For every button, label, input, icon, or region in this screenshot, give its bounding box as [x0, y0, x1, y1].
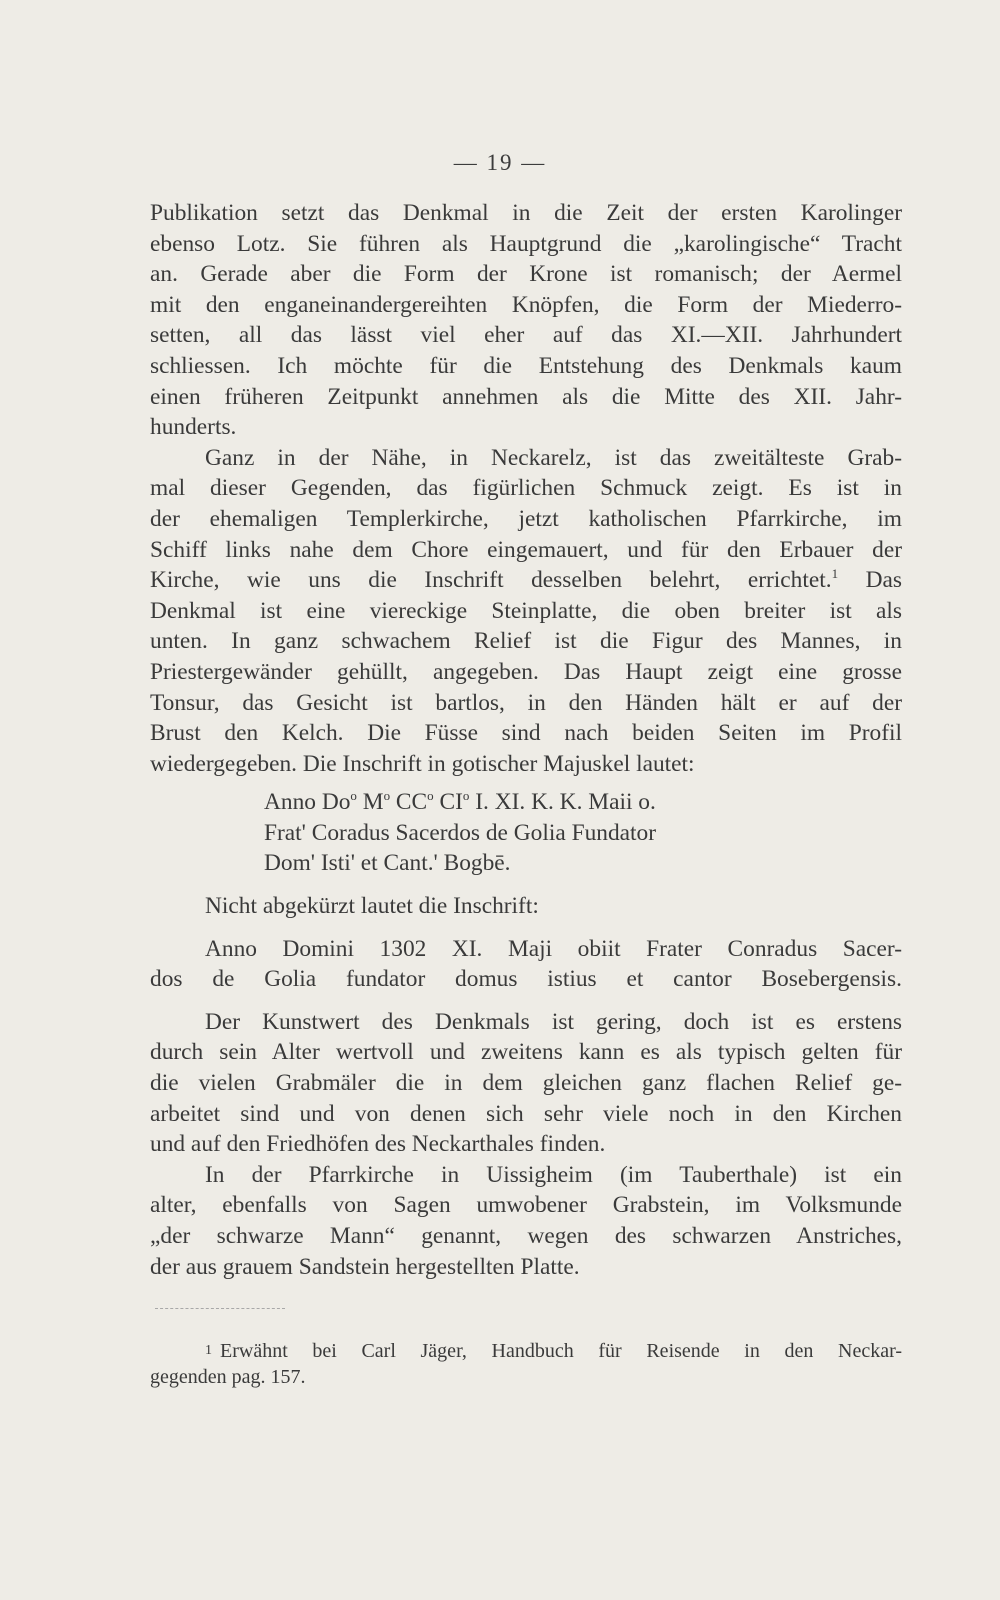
text-line: und auf den Friedhöfen des Neckarthales finden.	[150, 1131, 606, 1158]
text-line: unten. In ganz schwachem Relief ist die Figur des Mannes, in	[150, 628, 902, 655]
text-line: an. Gerade aber die Form der Krone ist romanisch; der Aermel	[150, 261, 902, 288]
footnote-divider	[155, 1308, 285, 1309]
text-line: Schiff links nahe dem Chore eingemauert, und für den Erbauer der	[150, 536, 902, 563]
superscript: o	[462, 788, 470, 804]
text-line: Publikation setzt das Denkmal in die Zeit der ersten Karolinger	[150, 200, 902, 226]
footnote-line	[150, 1338, 902, 1364]
text-line: arbeitet sind und von denen sich sehr viele noch in den Kirchen	[150, 1100, 902, 1127]
text-line: Brust den Kelch. Die Füsse sind nach beiden Seiten im Profil	[150, 720, 902, 747]
text-line: Nicht abgekürzt lautet die Inschrift:	[205, 893, 539, 920]
text-line: mit den enganeinandergereihten Knöpfen, die Form der Miederro-	[150, 291, 902, 318]
text-line: „der schwarze Mann“ genannt, wegen des schwarzen Anstriches,	[150, 1223, 902, 1249]
paragraph-start-line: In der Pfarrkirche in Uissigheim (im Tauberthale) ist ein	[205, 1161, 902, 1188]
inscription-segment: Anno Do	[264, 789, 351, 816]
text-line: Denkmal ist eine viereckige Steinplatte, die oben breiter ist als	[150, 597, 902, 624]
text-line: hunderts.	[150, 414, 237, 441]
inscription-segment: I. XI. K. K. Maii o.	[469, 789, 656, 816]
text-line: wiedergegeben. Die Inschrift in gotischer Majuskel lautet:	[150, 750, 695, 777]
text-line: schliessen. Ich möchte für die Entstehung des Denkmals kaum	[150, 352, 902, 379]
inscription-line: Dom' Isti' et Cant.' Bogbē.	[264, 850, 511, 877]
superscript: o	[427, 788, 434, 804]
inscription-segment: M	[356, 789, 384, 816]
text-line-with-note	[150, 565, 902, 596]
inscription-line	[150, 787, 902, 818]
text-line: ebenso Lotz. Sie führen als Hauptgrund die „karolingische“ Tracht	[150, 230, 902, 257]
inscription-segment: CI	[433, 789, 463, 816]
text-segment: Kirche, wie uns die Inschrift desselben belehrt, errichtet.	[150, 567, 832, 594]
footnote-line: gegenden pag. 157.	[150, 1366, 306, 1388]
text-segment: Das	[838, 567, 902, 594]
paragraph-start-line: Der Kunstwert des Denkmals ist gering, doch ist es erstens	[205, 1008, 902, 1035]
text-line: einen früheren Zeitpunkt annehmen als die Mitte des XII. Jahr-	[150, 383, 902, 410]
transcription-line: Anno Domini 1302 XI. Maji obiit Frater Conradus Sacer-	[205, 935, 902, 962]
inscription-segment: CC	[390, 789, 428, 816]
inscription-line: Frat' Coradus Sacerdos de Golia Fundator	[264, 819, 657, 846]
superscript: o	[350, 788, 357, 804]
footnote-reference: 1	[831, 566, 839, 582]
footnote-text: Erwähnt bei Carl Jäger, Handbuch für Reisende in den Neckar-	[220, 1340, 902, 1362]
text-line: mal dieser Gegenden, das figürlichen Schmuck zeigt. Es ist in	[150, 475, 902, 502]
text-line: die vielen Grabmäler die in dem gleichen ganz flachen Relief ge-	[150, 1070, 902, 1097]
text-line: Priestergewänder gehüllt, angegeben. Das Haupt zeigt eine grosse	[150, 658, 902, 685]
main-text	[150, 198, 902, 1282]
text-line: setten, all das lässt viel eher auf das XI.—XII. Jahrhundert	[150, 322, 902, 349]
text-line: der aus grauem Sandstein hergestellten Platte.	[150, 1253, 580, 1280]
footnote-marker: 1	[205, 1343, 212, 1358]
page-number: — 19 —	[453, 150, 547, 175]
text-line: durch sein Alter wertvoll und zweitens kann es als typisch gelten für	[150, 1039, 902, 1066]
superscript: o	[383, 788, 391, 804]
text-line: der ehemaligen Templerkirche, jetzt katholischen Pfarrkirche, im	[150, 505, 902, 532]
paragraph-start-line: Ganz in der Nähe, in Neckarelz, ist das zweitälteste Grab-	[205, 444, 902, 471]
text-line: Tonsur, das Gesicht ist bartlos, in den Händen hält er auf der	[150, 689, 902, 716]
footnote	[150, 1338, 902, 1390]
text-line: alter, ebenfalls von Sagen umwobener Grabstein, im Volksmunde	[150, 1192, 902, 1219]
transcription-line: dos de Golia fundator domus istius et cantor Bosebergensis.	[150, 966, 902, 993]
